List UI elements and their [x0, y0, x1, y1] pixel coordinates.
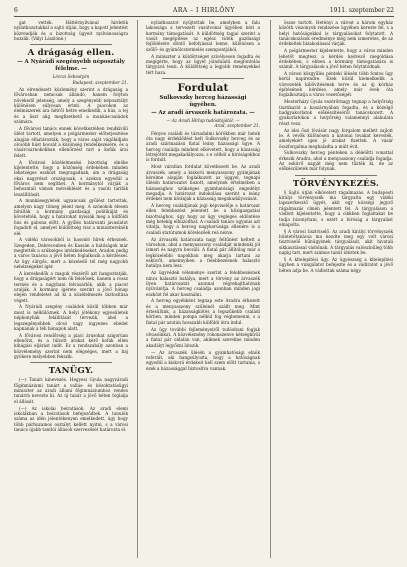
section-rule [30, 362, 112, 363]
article-paragraph: § Sajtó útján elkövetett rágalmazás. A budapesti királyi törvényszék ma tárgyalta egy vidéki lapszerkesztő ügyét, akit egy községi jegyző rágalmazás címén jelentett fel. A tárgyaláson a vádlott kijelentette, hogy a cikkben foglaltakat be tudja bizonyítani, s ezért a bíróság a tárgyalást elnapolta. [279, 189, 393, 227]
column-3 [279, 20, 393, 558]
page-number: 6 [14, 7, 18, 14]
headline-dragasag: A drágaság ellen. [27, 48, 115, 59]
article-paragraph: A városi közgyűlés pénteki ülésén több fontos ügy kerül napirendre. Ezek közül kiemelkedik a vízvezeték kibővítésének terve és az új kórház építésének kérdése, amely már évek óta foglalkoztatja a város vezetőségét. [279, 71, 393, 98]
headline-fordulat: Fordulat [177, 81, 229, 94]
issue-date: 1911. szeptember 22 [329, 7, 394, 14]
article-paragraph: A polgármester kijelentette, hogy a város minden lehetőt megtesz a kérdés kedvező megoldása érdekében, s ebben a kormány támogatására is számít. A tárgyalások a jövő héten folytatódnak. [279, 48, 393, 70]
article-paragraph: A miniszter a küldöttséget szívélyesen fogadta és megígérte, hogy az ügyet jóindulatú megfontolás tárgyává teszi. A küldöttség a legjobb reményekkel tért haza. [146, 53, 260, 75]
dateline: Arad, szeptember 21. [214, 123, 260, 129]
byline: Lévrai Sebestyén [52, 74, 90, 80]
column-1 [14, 20, 128, 558]
article-paragraph: Az elrendezett közlemény szerint a drágaság a fővárosban nemcsak állandó, hanem folyton növekedő jelenség, amely a szegényebb néposztályt különösen súlyosan érinti. A piacokon az élelmiszerek ára hétről hétre emelkedik, a hús, a tej és a liszt alig megfizethető a munkáscsaládok számára. [14, 87, 128, 125]
article-paragraph: Az ügyvédek véleménye szerint a felebbezésnek nincs halasztó hatálya, mert a törvény az árvaszék ilyen határozatát azonnal végrehajthatónak nyilvánítja. A herceg családja azonban minden jogi eszközt fel akar használni. [146, 270, 260, 297]
article-paragraph: A fővárosi rendőrség a piaci árusokat szigorúan ellenőrzi, és a túlzott árakat kérő kofák ellen kihágási eljárást indít. Ez a rendszabály azonban a közvélemény szerint nem elégséges, mert a baj gyökere mélyebben fekszik. [14, 332, 128, 360]
article-paragraph: A fővárosi tanács ennek következtében rendkívüli ülést tartott, amelyen a polgármester előterjesztése alapján elhatározták, hogy a város saját vágóhídjain olcsóbb húst bocsát a közönség rendelkezésére, és a vásárcsarnokokban ellenőrzést tart a kofák árai felett. [14, 125, 128, 158]
headline-sulkovszky: Sulkovszky herceg házassági ügyében. [159, 94, 247, 108]
article-paragraph: nyilatkozatot nyújtottak be, amelyben a falu lakossága a tervezett vasútvonal ügyében kéri a kormány támogatását. A küldöttség tagjai szerint a vasút megépítése az egész vidék gazdasági fejlődésére döntő befolyással lenne, különösen a szőlő- és gyümölcstermelés szempontjából. [146, 20, 260, 52]
section-rule [30, 44, 112, 45]
article-paragraph: § A városi tisztviselő. Az aradi királyi törvényszék büntetőtanácsa ma kezdte meg egy volt városi tisztviselő bűnügyének tárgyalását, akit hivatali sikkasztással vádolnak. A tárgyalás valószínűleg több napig tart, mert számos tanút idéztek be. [279, 228, 393, 256]
article-paragraph: § A kitelepítési ügy. Az ügyészség a kitelepítési ügyben a vizsgálatot befejezte és a vádiratot a jövő héten adja be. A vádlottak száma négy. [279, 256, 393, 273]
article-paragraph: össze tartott. Hetényi a várost a három egyház közötti viszonyok rendezése ügyében kereste fel, s a helyi hatóságokkal is tárgyalásokat folytatott. A tanácskozások eredménye még nem ismeretes, de az érdekeltek bizakodással várják. [279, 20, 393, 47]
article-paragraph: Az ügy további fejleményeiről tudósítani fogjuk olvasóinkat. A közvélemény rokonszenve kétségkívül a fiatal pár oldalán van, akiknek szerelme minden akadályt legyőzni látszik. [146, 326, 260, 348]
column-2 [146, 20, 260, 558]
column-divider [270, 20, 271, 558]
page-header [14, 5, 394, 16]
article-paragraph: Az árvaszék határozata nagy feltűnést keltett a városban, ahol a menyasszony családját mindenki jól ismeri és nagyra becsüli. A fiatal pár állítólag már a legközelebbi napokban meg akarja tartani az esküvőt, amennyiben a felebbezésnek halasztó hatálya nem lesz. [146, 236, 260, 269]
article-paragraph: — Az árvaszék ülésén a gyámhatósági elnök referált, aki hangsúlyozta, hogy a hatóságnak egyedül a kiskorú érdekeit kell szem előtt tartania, s ezek a házassággal biztosítva vannak. [146, 349, 260, 371]
article-paragraph: A herceg családjának jogi képviselője a határozat ellen felebbezést jelentett be a közigazgatási bizottsághoz, úgy hogy az ügy végleges eldöntése még hetekig elhúzódhat. A családi tanács ugyanis azt vitatja, hogy a herceg nagykorúsága ellenére is a családi statútumok kötelezőek reá nézve. [146, 203, 260, 235]
article-paragraph: Fényes családi és társadalmi körökben már hetek óta nagy érdeklődést kelt Sulkovszky herceg és az aradi származású fiatal leány házassági ügye. A herceg családja mindent elkövetett, hogy a házasság létrejöttét megakadályozza, s e célból a bíróságokhoz is fordult. [146, 130, 260, 163]
section-rule [295, 175, 377, 176]
article-paragraph: A Nyárádi szegény családok közül többen már most is nélkülöznek. A helyi jótékony egyesületek népkonyhák felállítását tervezik, ahol a legszegényebbek olcsó vagy ingyenes ebédet kapnának a téli hónapok alatt. [14, 304, 128, 331]
article-paragraph: Az idei őszi lóvásár nagy forgalom mellett zajlott le. A vevők különösen a katonai lovakat keresték, amelyekért igen jó árakat fizettek. A vásár összforgalma meghaladta a múlt évit. [279, 127, 393, 149]
section-rule [162, 78, 244, 79]
article-paragraph: A munkásegyletek ugyancsak gyűlést tartottak, amelyen nagy tömeg jelent meg. A szónokok élesen bírálták a kormány gazdasági politikáját és követelték, hogy a határokat nyissák meg a külföldi hús és gabona előtt. A gyűlés határozati javaslatot fogadott el, amelyet küldöttség visz a miniszterelnök elé. [14, 198, 128, 236]
subheadline-dragasag: — A Nyárádi szegényebb néposztály félelme. — [17, 59, 125, 73]
section-heading-tanugy: TANÜGY. [48, 366, 94, 377]
header-rule [14, 16, 394, 17]
column-divider [137, 20, 138, 558]
article-paragraph: Mesterházy Gyula vezérőrnagy tegnap a helyőrség tisztikarát a kaszárnyában fogadta, és a közelgő hadgyakorlatok előkészítéséről tanácskozott. A gyakorlatokon a helyőrség valamennyi alakulata részt vesz. [279, 99, 393, 126]
article-paragraph: (—) Tanári kinevezés. Hegyesi Gyula nagyváradi főgimnáziumi tanárt a vallás- és közoktatásügyi miniszter az aradi állami főgimnáziumhoz rendes tanárrá nevezte ki. Az új tanár a jövő héten foglalja el állását. [14, 377, 128, 404]
article-paragraph: A fővárosi közélelmezési bizottság elnöke kijelentette, hogy a közönség érdekében minden lehetséges eszközt megragadnak, ám a drágaság okai nagyrészt országosak, s azokon egyedül a főváros nem segíthet. A kormánytól várják a behozatali vámok mérséklését és a vasúti tarifák leszállítását. [14, 159, 128, 197]
dateline: Budapest, szeptember 21. [72, 79, 128, 85]
section-heading-torvenykezes: TÖRVÉNYKEZÉS. [292, 178, 380, 189]
subheadline-arvaszek: — Az aradi árvaszék határozata. — [151, 109, 255, 116]
article-paragraph: A vidéki városokból is hasonló hírek érkeznek. Szegeden, Debrecenben és Kassán a hatóságok már megtették a szükséges intézkedéseket, Aradon pedig a város tanácsa a jövő héten foglalkozik a kérdéssel. Az ügy sürgős, mert a közeledő tél még nagyobb nehézségeket ígér. [14, 237, 128, 270]
byline: — Az Aradi Hírlap tudósítójától. — [166, 117, 240, 123]
article-paragraph: Most váratlan fordulat következett be. Az aradi árvaszék, amely a kiskorú menyasszony gyámjának kérelme alapján foglalkozott az üggyel, tegnapi ülésén határozatot hozott, amelynek értelmében a házassághoz szükséges gyámhatósági engedélyt megadja. A határozat indokolása szerint a leány érdekei nem kívánják a házasság megakadályozását. [146, 164, 260, 202]
article-paragraph: A kereskedők a maguk részéről azt hangoztatják, hogy a drágaságért nem ők felelősek, hanem a rossz termés és a nagybani felvásárlók, akik a piacot uralják. A kormány ígérete szerint a jövő hónap elején rendeletet ad ki a közélelmezés biztosítása végett. [14, 270, 128, 303]
article-paragraph: A herceg egyébként tegnap este Aradra érkezett és a menyasszony szüleinél szállt meg. Mint értesülünk, a házasságkötés a legszűkebb családi körben, minden pompa nélkül fog végbemenni, s a fiatal pár azután hosszabb külföldi útra indul. [146, 298, 260, 325]
article-paragraph: Sulkovszky herceg pénteken a délelőtti vonattal érkezik Aradra, ahol a menyasszony családja fogadja. Az esküvő napját még nem tűzték ki, de az előkészületek már folynak. [279, 150, 393, 172]
newspaper-title: ARA – I HIRLÖNY [172, 7, 235, 14]
article-paragraph: gat vették. Háttérnyilvánul hirdetik nyilatkozatukkal a sajtó útján, hogy a kapott jelentést közreadják és a bizottság ügyeit nyilvánosságra hozzák. (Vályi Lászlóné.) [14, 20, 128, 42]
article-paragraph: (—) Az iskolai beiratások. Az aradi elemi iskolákban a beiratások befejeződtek. A tanulók száma az idén jelentékenyen emelkedett, úgy hogy több párhuzamos osztályt kellett nyitni, s a városi tanács újabb tanítói állások szervezését határozta el. [14, 405, 128, 432]
